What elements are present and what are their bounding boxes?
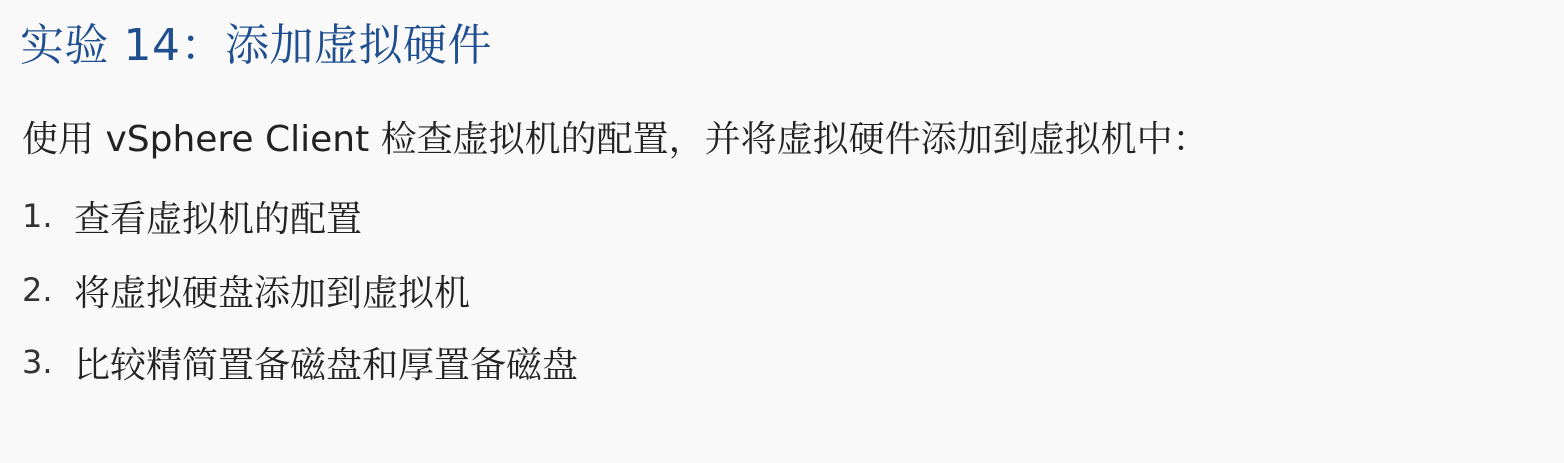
list-text: 查看虚拟机的配置 [74, 198, 363, 240]
page-title: 实验 14：添加虚拟硬件 [20, 20, 492, 71]
list-item [22, 190, 362, 242]
list-item [22, 336, 578, 388]
list-number: 3. [22, 343, 53, 381]
list-number: 2. [22, 271, 53, 309]
list-text: 比较精简置备磁盘和厚置备磁盘 [74, 344, 579, 386]
intro-text: 使用 vSphere Client 检查虚拟机的配置，并将虚拟硬件添加到虚拟机中： [22, 119, 1209, 160]
list-number: 1. [22, 197, 53, 235]
list-item [22, 264, 470, 316]
list-text: 将虚拟硬盘添加到虚拟机 [74, 272, 471, 314]
